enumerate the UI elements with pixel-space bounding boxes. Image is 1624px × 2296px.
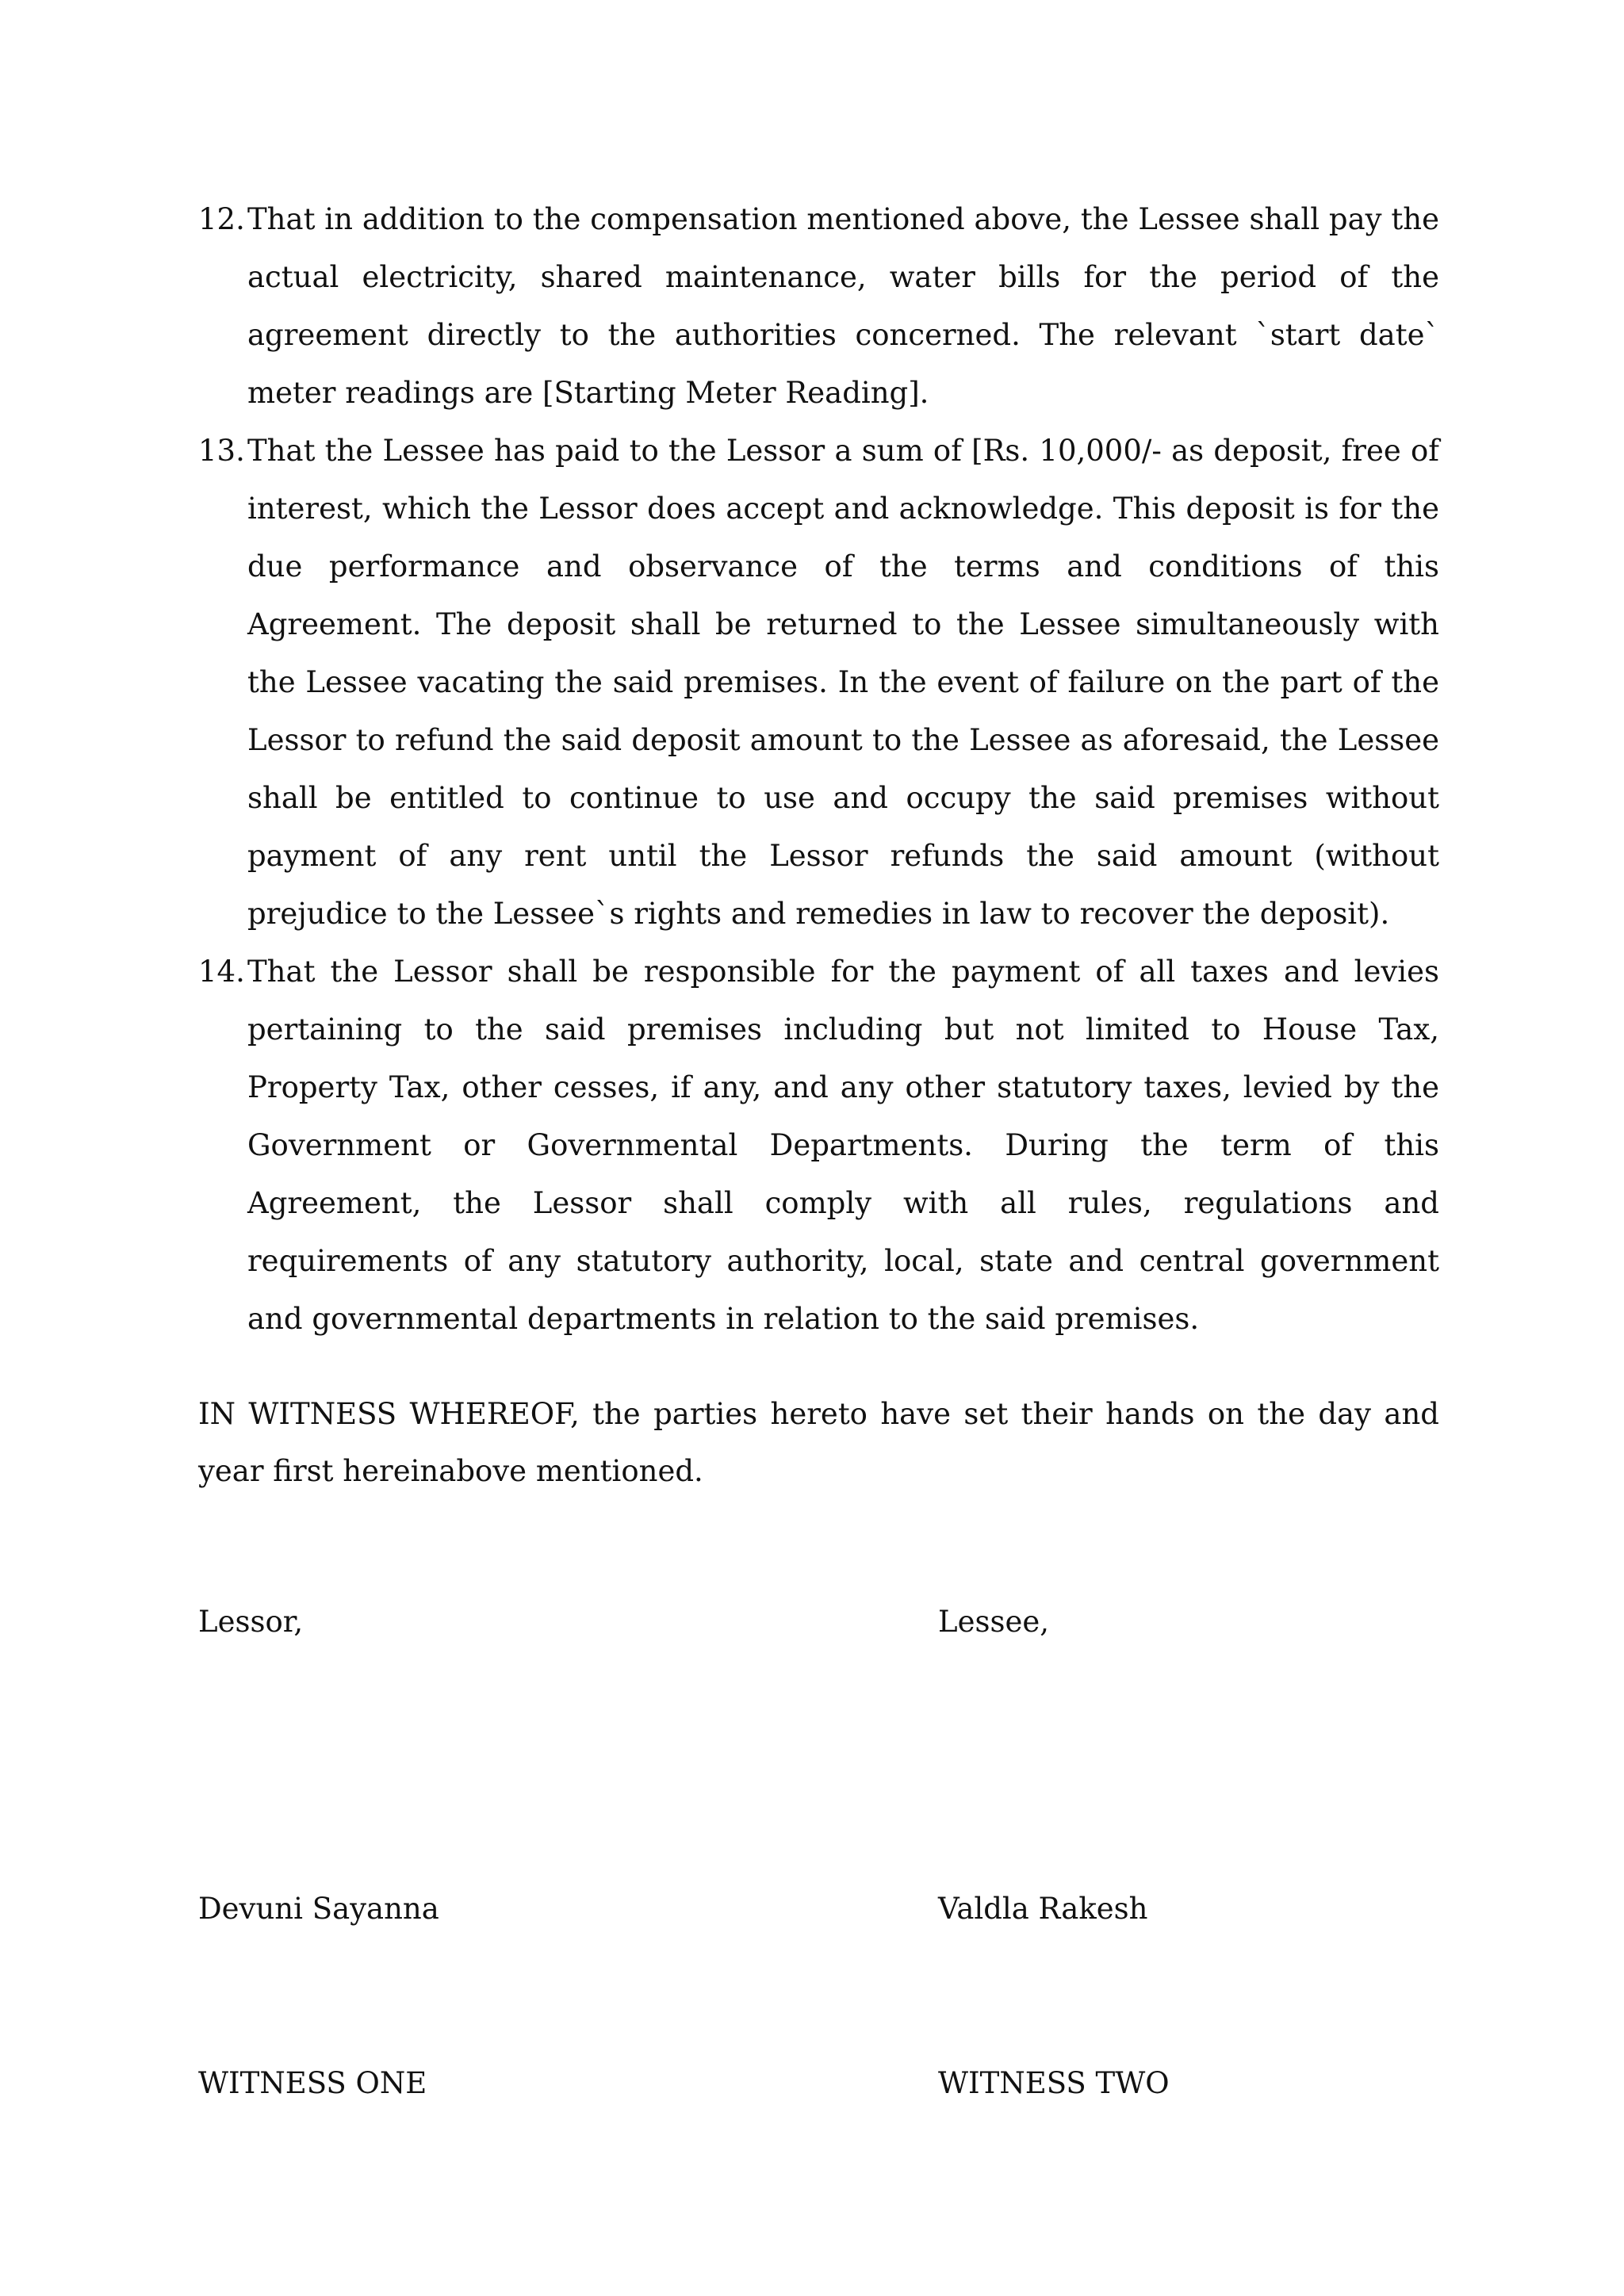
lessor-name: Devuni Sayanna — [198, 1892, 439, 1926]
clause-number: 12. — [198, 202, 245, 236]
witness-one-label: WITNESS ONE — [198, 2066, 427, 2100]
lessee-name: Valdla Rakesh — [938, 1892, 1148, 1926]
lessor-label: Lessor, — [198, 1605, 304, 1639]
witness-statement: IN WITNESS WHEREOF, the parties hereto have set their hands on the day and year first hereinabove mentioned. — [198, 1397, 1439, 1488]
clause-text: That the Lessor shall be responsible for the payment of all taxes and levies pertaining to the said premises including but not limited to House Tax, Property Tax, other cesses, if any, and any other statutory taxes, levied by the Government or Governmental Departments. During the term of this Agreement, the Lessor shall comply with all rules, regulations and requirements of any statutory authority, local, state and central government and governmental departments in relation to the said premises. — [247, 955, 1439, 1336]
lessee-label: Lessee, — [938, 1605, 1049, 1639]
clause-13 — [198, 422, 1439, 943]
clause-12 — [198, 190, 1439, 422]
agreement-page — [198, 190, 1439, 1529]
clause-list — [198, 190, 1439, 1348]
clause-text: That in addition to the compensation mentioned above, the Lessee shall pay the actual electricity, shared maintenance, water bills for the period of the agreement directly to the authorities concerned. The relevant `start date` meter readings are [Starting Meter Reading]. — [247, 202, 1439, 410]
clause-number: 14. — [198, 955, 245, 989]
clause-number: 13. — [198, 434, 245, 468]
witness-two-label: WITNESS TWO — [938, 2066, 1170, 2100]
clause-14 — [198, 943, 1439, 1348]
clause-text: That the Lessee has paid to the Lessor a sum of [Rs. 10,000/- as deposit, free of interest, which the Lessor does accept and acknowledge. This deposit is for the due performance and observance of the terms and conditions of this Agreement. The deposit shall be returned to the Lessee simultaneously with the Lessee vacating the said premises. In the event of failure on the part of the Lessor to refund the said deposit amount to the Lessee as aforesaid, the Lessee shall be entitled to continue to use and occupy the said premises without payment of any rent until the Lessor refunds the said amount (without prejudice to the Lessee`s rights and remedies in law to recover the deposit). — [247, 434, 1439, 931]
